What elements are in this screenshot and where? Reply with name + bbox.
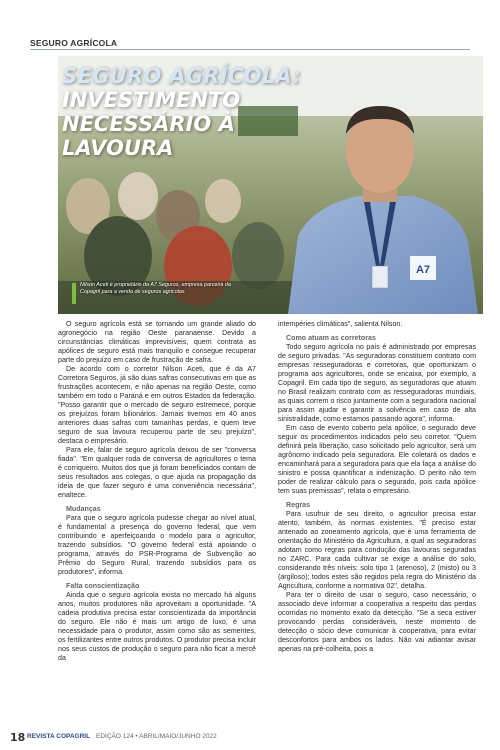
paragraph: Todo seguro agrícola no país é administrado por empresas de seguro privadas. "As seguradoras constituem contrato com empresas resseguradoras e corretoras, que oportunizam o programa aos agricultores, onde se encaixa, por exemplo, a Copagril. Em cada tipo de seguro, as seguradoras que atuam no Brasil realizam contrato com as resseguradoras mundiais, as quais correm o risco juntamente com a seguradora nacional para assim ajudar e garantir a solvência em caso de alta sinistralidade, como estamos passando agora", informa.: [278, 343, 476, 423]
article-column-right: [278, 320, 476, 654]
paragraph: Para que o seguro agrícola pudesse chegar ao nível atual, é fundamental a presença do governo federal, que vem contribuindo e aperfeiçoando o modelo para o agricultor, trazendo subsídios. "O governo federal está apoiando o programa, através do PSR-Programa de Subvenção ao Prêmio do Seguro Rural, trazendo subsídios para os produtores", informa.: [58, 514, 256, 576]
paragraph: Ainda que o seguro agrícola exista no mercado há alguns anos, muitos produtores não aproveitam a oportunidade. "A cadeia produtiva precisa estar conscientizada da importância do seguro. Ele não é mais um artigo de luxo, é uma necessidade para o produtor, assim como são as sementes, os fertilizantes entre outros produtos. O produtor precisa incluir nos seus custos de produção o seguro para não ficar a mercê da: [58, 591, 256, 662]
a7-logo-icon: A7: [415, 264, 431, 276]
paragraph: Para ter o direito de usar o seguro, caso necessário, o associado deve informar a cooperativa a respeito das perdas ocorridas no momento exato da detecção. "Se a seca estiver provocando perdas consideráveis, neste momento de detecção o sócio deve comunicar à cooperativa, para evitar desconfortos para ambos os lados. Não vai adiantar avisar apenas na pré-colheita, pois a: [278, 591, 476, 653]
page-number: 18: [10, 731, 26, 744]
caption-accent-bar: [72, 283, 76, 304]
headline: [62, 66, 301, 159]
paragraph: intempéries climáticas", salienta Nilson.: [278, 320, 403, 328]
subheading-falta-conscientizacao: Falta conscientização: [66, 582, 140, 590]
paragraph: Em caso de evento coberto pela apólice, o segurado deve seguir os procedimentos indicados pelo seu corretor. "Quem definirá pela liberação, caso solicitado pelo agricultor, será um agrônomo indicado pela seguradora. Ele coletará os dados e encaminhará para a seguradora para que ela faça a análise do sinistro e possa quantificar a indenização. O perito não tem poder de realizar cálculo para o segurado, pois cada apólice tem suas premissas", relata o empresário.: [278, 424, 476, 495]
section-label: SEGURO AGRÍCOLA: [30, 38, 118, 48]
magazine-name: REVISTA COPAGRIL: [27, 733, 91, 740]
subheading-mudancas: Mudanças: [66, 505, 101, 513]
headline-line-2: INVESTIMENTO: [62, 88, 241, 112]
headline-line-3: NECESSÁRIO À: [62, 112, 235, 136]
page-footer: [10, 731, 490, 743]
headline-line-4: LAVOURA: [62, 136, 174, 160]
subheading-regras: Regras: [286, 501, 311, 509]
article-column-left: [58, 320, 256, 663]
issue-info: EDIÇÃO 124 • ABRIL/MAIO/JUNHO 2022: [96, 733, 217, 740]
paragraph: De acordo com o corretor Nilson Aceti, que é da A7 Corretora Seguros, já são duas safras consecutivas em que as frustrações acontecem, e não apenas na região Oeste, como também em todo o Paraná e em outros Estados da federação. "Posso garantir que o mercado de seguro estremece, porque os prejuízos foram bilionários. Jamais tivemos em 40 anos anteriores duas safras com tamanhas perdas, e quem teve seguro de sua lavoura recuperou parte de seu prejuízo", destaca o empresário.: [58, 365, 256, 445]
paragraph: Para ele, falar de seguro agrícola deixou de ser "conversa fiada". "Em qualquer roda de conversa de agricultores o tema é corriqueiro. Muitos dos que já foram beneficiados contam de seus resultados aos colegas, o que ajuda na propagação da ideia de que fazer seguro é uma conveniência necessária", enaltece.: [58, 446, 256, 499]
paragraph: O seguro agrícola está se tornando um grande aliado do agronegócio na região Oeste paranaense. Devido a circunstâncias climáticas imprevisíveis, quem contrata as apólices de seguro está mais tranquilo e consegue recuperar parte do prejuízo em caso de frustração de safra.: [58, 320, 256, 364]
photo-caption: Nilson Aceti é proprietário da A7 Seguros, empresa parceira da Copagril para a venda de seguros agrícolas: [80, 282, 231, 296]
paragraph: Para usufruir de seu direito, o agricultor precisa estar atento, também, às normas existentes. "É preciso estar antenado ao zoneamento agrícola, que é uma ferramenta de orientação do Ministério da Agricultura, a qual as seguradoras adotam como regras para condução das lavouras seguradas no ZARC. Para cada cultivar se exige a análise do solo, considerando três níveis: solo tipo 1 (arenoso), 2 (misto) ou 3 (argiloso); todos estes são regidos pela regra do Ministério da Agricultura, conforme a normativa 02", detalha.: [278, 510, 476, 590]
headline-line-1: SEGURO AGRÍCOLA:: [62, 64, 302, 88]
subheading-corretoras: Como atuam as corretoras: [286, 334, 376, 342]
section-divider: [30, 49, 470, 50]
